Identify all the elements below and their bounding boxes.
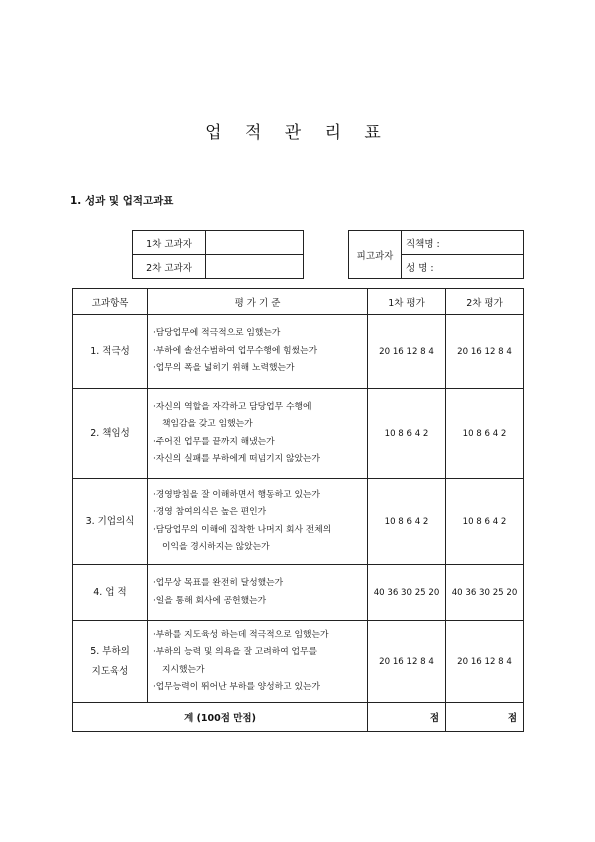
criteria-cell bbox=[148, 315, 368, 389]
second-score-options[interactable]: 20 16 12 8 4 bbox=[446, 315, 524, 389]
criteria-cell bbox=[148, 479, 368, 565]
evaluation-row bbox=[73, 315, 524, 389]
evaluation-rows bbox=[73, 315, 524, 703]
criteria-item: ·부하의 능력 및 의욕을 잘 고려하여 업무를 bbox=[153, 647, 318, 657]
rater-label: 2차 고과자 bbox=[133, 255, 206, 279]
rater-row bbox=[133, 255, 304, 279]
category-cell bbox=[73, 315, 148, 389]
criteria-item: 이익을 경시하지는 않았는가 bbox=[162, 542, 270, 552]
ratee-table bbox=[348, 230, 524, 279]
total-first-unit[interactable]: 점 bbox=[368, 703, 446, 732]
criteria-item: ·부하를 지도육성 하는데 적극적으로 임했는가 bbox=[153, 629, 329, 640]
criteria-item: ·업무능력이 뛰어난 부하를 양성하고 있는가 bbox=[153, 682, 320, 692]
ratee-row bbox=[349, 231, 524, 255]
first-score-options[interactable]: 40 36 30 25 20 bbox=[368, 565, 446, 621]
criteria-item: ·일을 통해 회사에 공헌했는가 bbox=[153, 595, 267, 606]
evaluation-row bbox=[73, 479, 524, 565]
criteria-item: ·담당업무의 이해에 집착한 나머지 회사 전체의 bbox=[153, 524, 332, 535]
total-label: 계 (100점 만점) bbox=[73, 703, 368, 732]
first-score-options[interactable]: 20 16 12 8 4 bbox=[368, 315, 446, 389]
criteria-item: ·자신의 실패를 부하에게 떠넘기지 않았는가 bbox=[153, 454, 320, 464]
rater-label: 1차 고과자 bbox=[133, 231, 206, 255]
category-label: 1. 적극성 bbox=[90, 345, 130, 357]
evaluation-row bbox=[73, 621, 524, 703]
criteria-cell bbox=[148, 565, 368, 621]
first-score-options[interactable]: 10 8 6 4 2 bbox=[368, 479, 446, 565]
second-score-options[interactable]: 10 8 6 4 2 bbox=[446, 479, 524, 565]
criteria-item: ·경영방침을 잘 이해하면서 행동하고 있는가 bbox=[153, 489, 320, 500]
criteria-item: ·업무의 폭을 넓히기 위해 노력했는가 bbox=[153, 363, 295, 374]
evaluation-table bbox=[72, 288, 524, 732]
total-row bbox=[73, 703, 524, 732]
ratee-label: 피고과자 bbox=[349, 231, 402, 279]
category-cell bbox=[73, 389, 148, 479]
category-label: 지도육성 bbox=[91, 665, 129, 677]
header-category: 고과항목 bbox=[73, 289, 148, 315]
evaluation-row bbox=[73, 565, 524, 621]
first-score-options[interactable]: 10 8 6 4 2 bbox=[368, 389, 446, 479]
name-field[interactable]: 성 명 : bbox=[402, 255, 524, 279]
criteria-item: ·주어진 업무를 끝까지 해냈는가 bbox=[153, 436, 275, 447]
rater-row bbox=[133, 231, 304, 255]
category-label: 4. 업 적 bbox=[93, 586, 127, 598]
section-heading: 1. 성과 및 업적고과표 bbox=[70, 195, 174, 207]
category-label: 5. 부하의 bbox=[90, 645, 130, 657]
criteria-item: ·부하에 솔선수범하여 업무수행에 힘썼는가 bbox=[153, 345, 318, 356]
header-row bbox=[73, 289, 524, 315]
header-second-eval: 2차 평가 bbox=[446, 289, 524, 315]
second-score-options[interactable]: 40 36 30 25 20 bbox=[446, 565, 524, 621]
criteria-item: ·경영 참여의식은 높은 편인가 bbox=[153, 507, 267, 517]
category-cell bbox=[73, 565, 148, 621]
header-first-eval: 1차 평가 bbox=[368, 289, 446, 315]
criteria-item: ·업무상 목표를 완전히 달성했는가 bbox=[153, 578, 284, 588]
category-cell bbox=[73, 621, 148, 703]
category-cell bbox=[73, 479, 148, 565]
document-title: 업 적 관 리 표 bbox=[205, 123, 390, 143]
criteria-cell bbox=[148, 621, 368, 703]
category-label: 2. 책임성 bbox=[90, 427, 130, 439]
rater-table bbox=[132, 230, 304, 279]
rater-field[interactable] bbox=[206, 231, 304, 255]
first-score-options[interactable]: 20 16 12 8 4 bbox=[368, 621, 446, 703]
criteria-item: 지시했는가 bbox=[162, 664, 205, 675]
category-label: 3. 기업의식 bbox=[85, 515, 135, 527]
second-score-options[interactable]: 20 16 12 8 4 bbox=[446, 621, 524, 703]
criteria-item: 책임감을 갖고 임했는가 bbox=[162, 419, 253, 429]
criteria-cell bbox=[148, 389, 368, 479]
evaluation-row bbox=[73, 389, 524, 479]
position-field[interactable]: 직책명 : bbox=[402, 231, 524, 255]
total-second-unit[interactable]: 점 bbox=[446, 703, 524, 732]
criteria-item: ·자신의 역할을 자각하고 담당업무 수행에 bbox=[153, 401, 312, 412]
rater-field[interactable] bbox=[206, 255, 304, 279]
header-criteria: 평 가 기 준 bbox=[148, 289, 368, 315]
criteria-item: ·담당업무에 적극적으로 임했는가 bbox=[153, 328, 281, 339]
second-score-options[interactable]: 10 8 6 4 2 bbox=[446, 389, 524, 479]
